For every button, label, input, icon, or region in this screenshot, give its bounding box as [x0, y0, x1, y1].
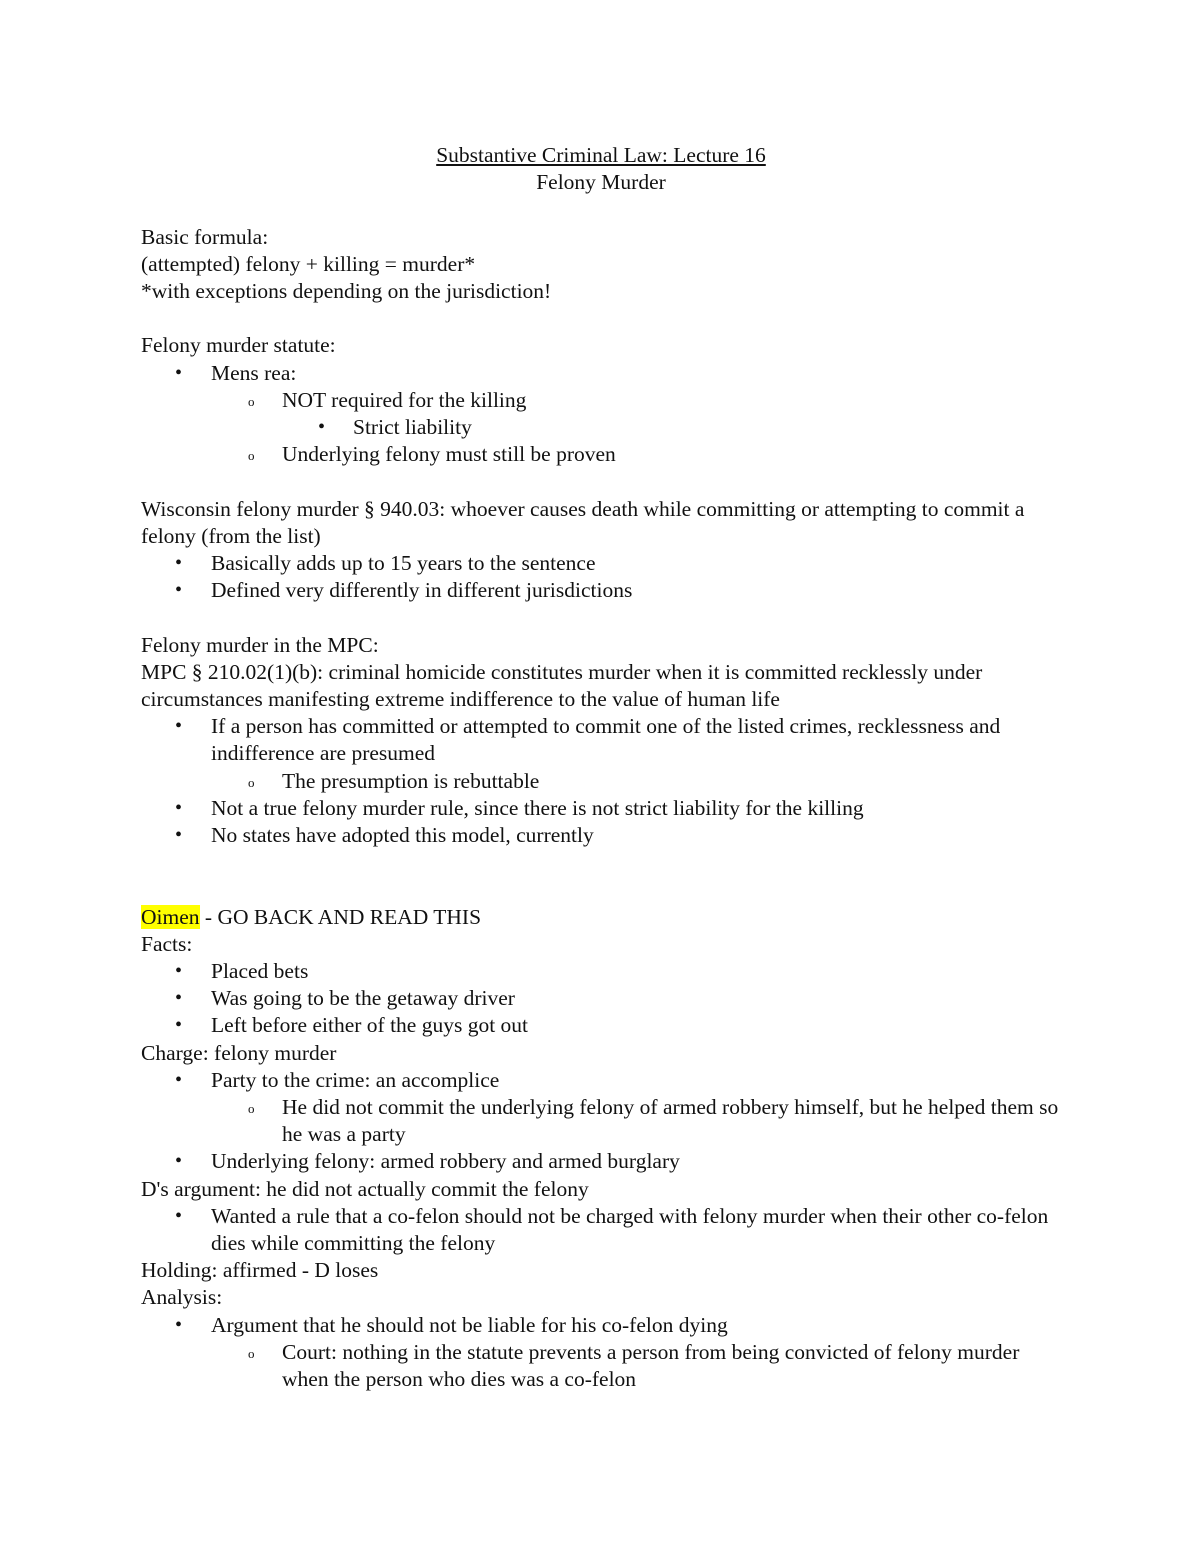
charge-list — [141, 1067, 1061, 1176]
list-item: • Defined very differently in different jurisdictions — [141, 577, 1061, 604]
list-item: o He did not commit the underlying felony of armed robbery himself, but he helped them so he was a party — [141, 1094, 1061, 1148]
list-item: o NOT required for the killing — [141, 387, 1061, 414]
bullet-icon — [175, 1067, 182, 1094]
analysis-heading: Analysis: — [141, 1285, 223, 1310]
case-note: - GO BACK AND READ THIS — [199, 904, 482, 929]
bullet-icon — [175, 1148, 182, 1175]
mpc-heading: Felony murder in the MPC: — [141, 632, 379, 657]
circle-bullet-icon — [248, 442, 255, 469]
facts-heading: Facts: — [141, 931, 193, 956]
list-item: • Underlying felony: armed robbery and armed burglary — [141, 1148, 1061, 1175]
document-subtitle: Felony Murder — [536, 170, 666, 195]
list-item: • Argument that he should not be liable for his co-felon dying — [141, 1312, 1061, 1339]
circle-bullet-icon — [248, 388, 255, 415]
bullet-icon — [175, 795, 182, 822]
bullet-icon — [175, 985, 182, 1012]
list-item: o Court: nothing in the statute prevents a person from being convicted of felony murder when the person who dies was a co-felon — [141, 1339, 1061, 1393]
argument-heading: D's argument: he did not actually commit the felony — [141, 1176, 589, 1201]
list-item: o Underlying felony must still be proven — [141, 441, 1061, 468]
bullet-icon — [175, 1203, 182, 1230]
list-item: • Left before either of the guys got out — [141, 1012, 1061, 1039]
facts-list — [141, 958, 1061, 1040]
wisconsin-list — [141, 550, 1061, 604]
bullet-icon — [175, 958, 182, 985]
case-heading — [141, 904, 1061, 931]
list-item: • Mens rea: — [141, 360, 1061, 387]
bullet-icon — [175, 577, 182, 604]
bullet-icon — [175, 1312, 182, 1339]
list-item: • Was going to be the getaway driver — [141, 985, 1061, 1012]
circle-bullet-icon — [248, 1095, 255, 1122]
document-body — [141, 142, 1061, 1393]
bullet-icon — [175, 360, 182, 387]
list-item: • Strict liability — [141, 414, 1061, 441]
list-item: • No states have adopted this model, currently — [141, 822, 1061, 849]
list-item: • Wanted a rule that a co-felon should not be charged with felony murder when their other co-felon dies while committing the felony — [141, 1203, 1061, 1257]
wisconsin-text: Wisconsin felony murder § 940.03: whoever causes death while committing or attempting to commit a felony (from the list) — [141, 496, 1025, 548]
list-item: • Not a true felony murder rule, since there is not strict liability for the killing — [141, 795, 1061, 822]
charge-heading: Charge: felony murder — [141, 1040, 337, 1065]
case-name-highlight: Oimen — [141, 904, 200, 929]
mpc-text: MPC § 210.02(1)(b): criminal homicide constitutes murder when it is committed recklessly under circumstances manifesting extreme indifference to the value of human life — [141, 659, 983, 711]
bullet-icon — [175, 1012, 182, 1039]
list-item: • Party to the crime: an accomplice — [141, 1067, 1061, 1094]
circle-bullet-icon — [248, 1340, 255, 1367]
statute-heading: Felony murder statute: — [141, 333, 336, 358]
basic-formula-text: (attempted) felony + killing = murder* — [141, 251, 476, 276]
list-item: • Placed bets — [141, 958, 1061, 985]
analysis-list — [141, 1312, 1061, 1394]
list-item: • Basically adds up to 15 years to the sentence — [141, 550, 1061, 577]
basic-formula-note: *with exceptions depending on the jurisdiction! — [141, 279, 552, 303]
holding-text: Holding: affirmed - D loses — [141, 1258, 379, 1283]
mpc-list — [141, 713, 1061, 849]
circle-bullet-icon — [248, 769, 255, 796]
document-title: Substantive Criminal Law: Lecture 16 — [436, 143, 766, 167]
bullet-icon — [175, 822, 182, 849]
argument-list — [141, 1203, 1061, 1257]
bullet-icon — [175, 550, 182, 577]
basic-formula-heading: Basic formula: — [141, 224, 269, 249]
bullet-icon — [318, 414, 325, 441]
bullet-icon — [175, 713, 182, 740]
list-item: o The presumption is rebuttable — [141, 768, 1061, 795]
statute-list — [141, 360, 1061, 469]
list-item: • If a person has committed or attempted to commit one of the listed crimes, recklessness and indifference are presumed — [141, 713, 1061, 767]
